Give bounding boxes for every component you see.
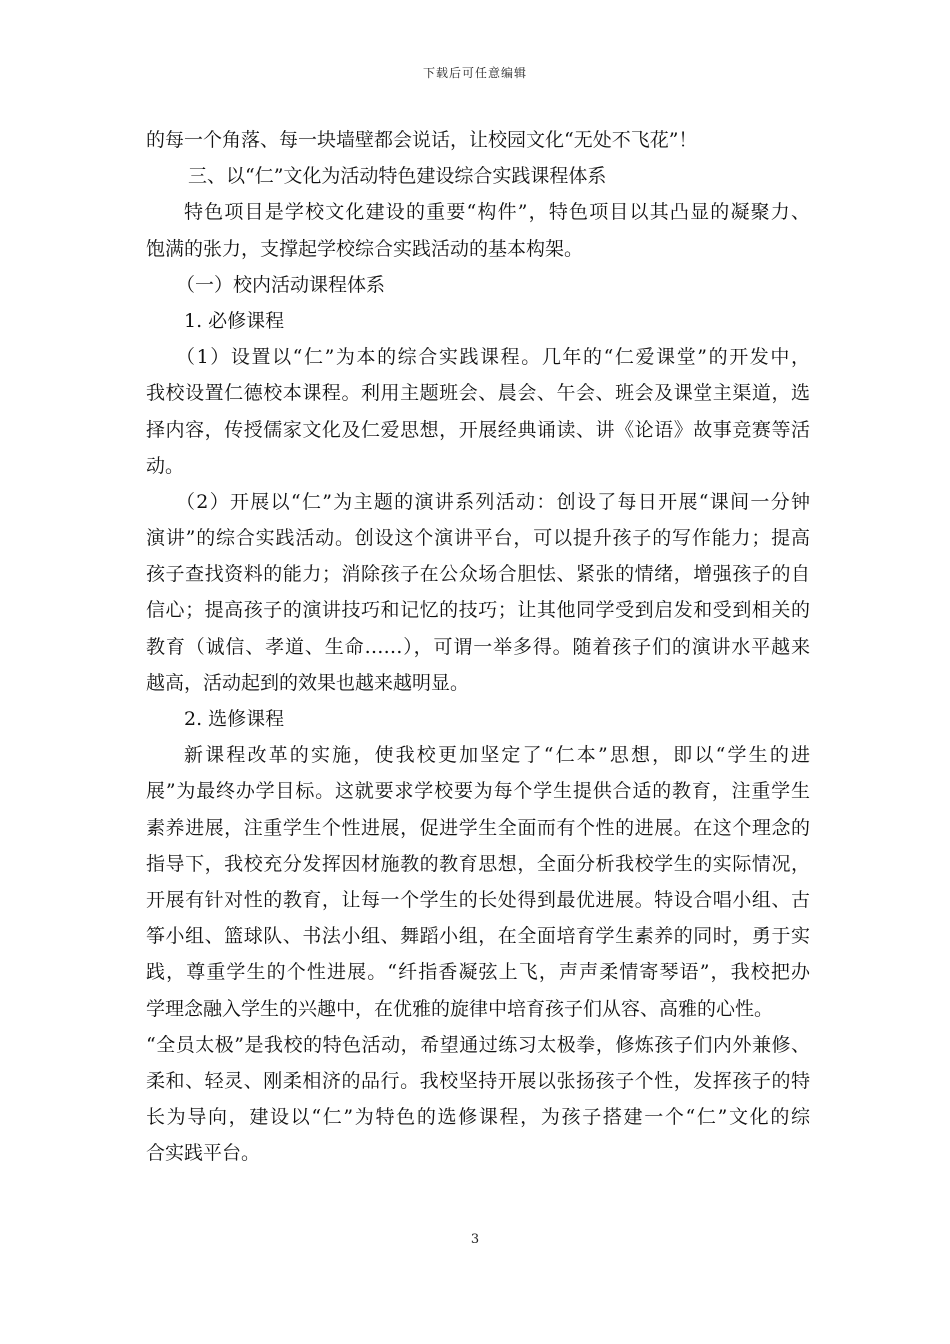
text-line: “全员太极”是我校的特色活动，希望通过练习太极拳，修炼孩子们内外兼修、 — [146, 1033, 810, 1056]
section-heading: 三、以“仁”文化为活动特色建设综合实践课程体系 — [188, 165, 607, 188]
text-line: 新课程改革的实施，使我校更加坚定了“仁本”思想，即以“学生的进 — [184, 744, 810, 767]
text-line: 我校设置仁德校本课程。利用主题班会、晨会、午会、班会及课堂主渠道，选 — [146, 382, 810, 405]
text-line: 择内容，传授儒家文化及仁爱思想，开展经典诵读、讲《论语》故事竞赛等活 — [146, 418, 810, 441]
text-line: 越高，活动起到的效果也越来越明显。 — [146, 671, 470, 694]
text-line: 特色项目是学校文化建设的重要“构件”，特色项目以其凸显的凝聚力、 — [184, 201, 810, 224]
text-line: 合实践平台。 — [146, 1142, 261, 1165]
text-line: 饱满的张力，支撑起学校综合实践活动的基本构架。 — [146, 237, 584, 260]
text-line: 学理念融入学生的兴趣中，在优雅的旋律中培育孩子们从容、高雅的心性。 — [146, 997, 774, 1020]
text-line: 的每一个角落、每一块墙壁都会说话，让校园文化“无处不飞花”！ — [146, 129, 698, 151]
page-header: 下载后可任意编辑 — [422, 66, 527, 80]
text-line: 动。 — [146, 454, 185, 477]
text-line: （1）设置以“仁”为本的综合实践课程。几年的“仁爱课堂”的开发中， — [176, 346, 810, 369]
text-line: 展”为最终办学目标。这就要求学校要为每个学生提供合适的教育，注重学生 — [146, 780, 810, 803]
subsection-heading: 2. 选修课程 — [184, 708, 285, 730]
text-line: （2）开展以“仁”为主题的演讲系列活动：创设了每日开展“课间一分钟 — [176, 490, 810, 513]
text-line: 教育（诚信、孝道、生命……），可谓一举多得。随着孩子们的演讲水平越来 — [146, 635, 810, 658]
text-line: 素养进展，注重学生个性进展，促进学生全面而有个性的进展。在这个理念的 — [146, 816, 810, 839]
text-line: 柔和、轻灵、刚柔相济的品行。我校坚持开展以张扬孩子个性，发挥孩子的特 — [146, 1069, 810, 1092]
page-number: 3 — [470, 1232, 480, 1247]
text-line: 信心；提高孩子的演讲技巧和记忆的技巧；让其他同学受到启发和受到相关的 — [146, 599, 810, 622]
document-body — [146, 122, 810, 1171]
subsection-heading: （一）校内活动课程体系 — [176, 273, 386, 296]
text-line: 指导下，我校充分发挥因材施教的教育思想，全面分析我校学生的实际情况， — [146, 852, 810, 875]
text-line: 践，尊重学生的个性进展。“纤指香凝弦上飞，声声柔情寄琴语”，我校把办 — [146, 961, 810, 984]
text-line: 长为导向，建设以“仁”为特色的选修课程，为孩子搭建一个“仁”文化的综 — [146, 1106, 810, 1129]
text-line: 筝小组、篮球队、书法小组、舞蹈小组，在全面培育学生素养的同时，勇于实 — [146, 925, 810, 948]
text-line: 孩子查找资料的能力；消除孩子在公众场合胆怯、紧张的情绪，增强孩子的自 — [146, 563, 810, 586]
text-line: 开展有针对性的教育，让每一个学生的长处得到最优进展。特设合唱小组、古 — [146, 888, 810, 911]
text-line: 演讲”的综合实践活动。创设这个演讲平台，可以提升孩子的写作能力；提高 — [146, 527, 810, 550]
subsection-heading: 1. 必修课程 — [184, 309, 285, 332]
